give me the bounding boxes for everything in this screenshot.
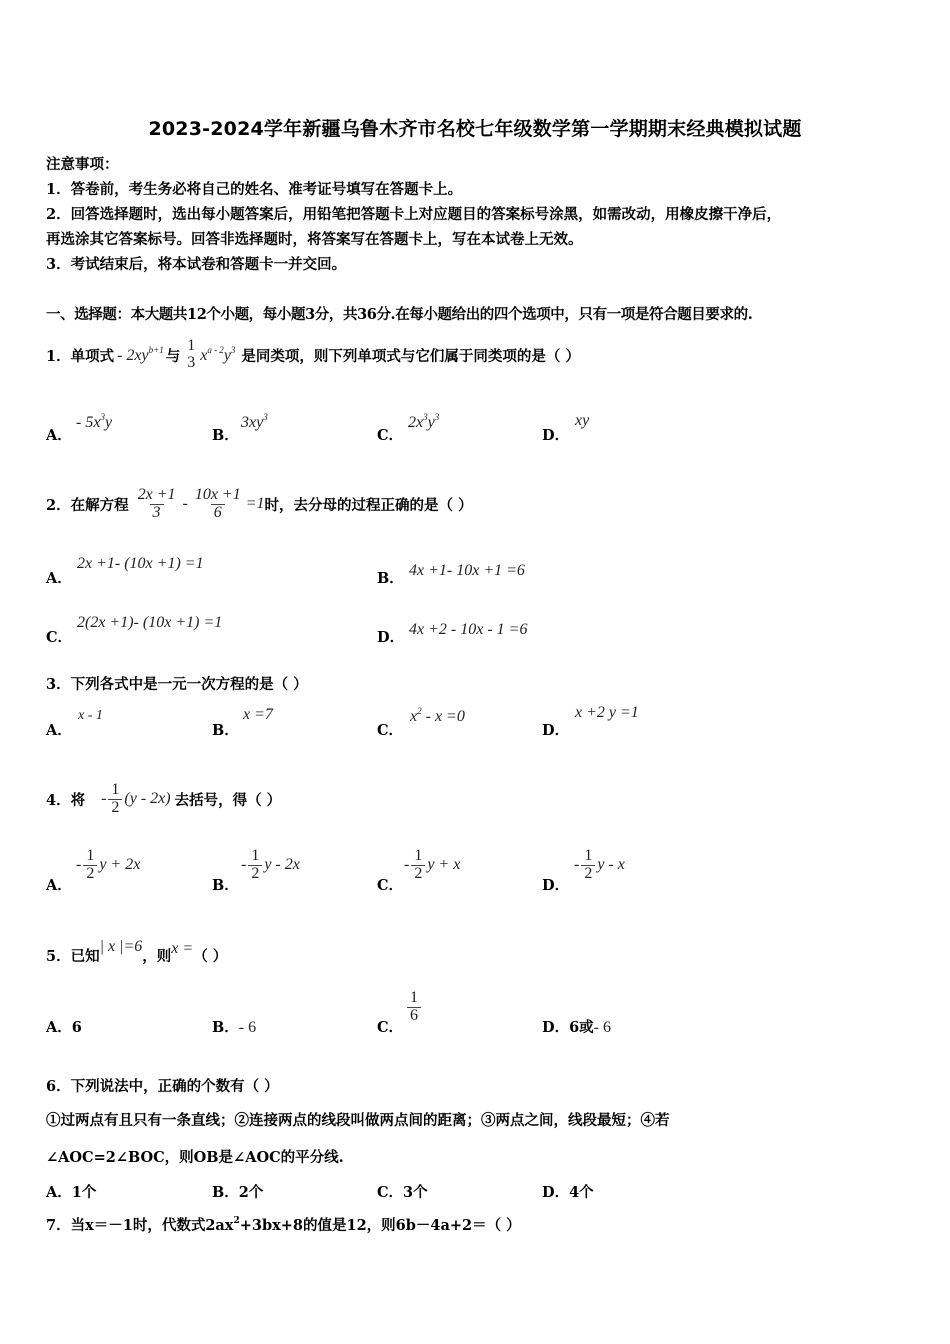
q5-option-c-expr [405, 990, 423, 1025]
q4-b-rest: y - 2x [264, 856, 300, 874]
q6-option-c[interactable]: C．3个 [377, 1184, 428, 1201]
question-7 [46, 1214, 521, 1235]
q1-frac-den: 3 [187, 354, 196, 371]
q1-m2-x: x [200, 347, 208, 364]
q4-prefix: 4．将 [46, 791, 86, 809]
q1-option-a[interactable] [46, 424, 72, 445]
q5-b-label: B． [212, 1019, 239, 1036]
q3-option-c[interactable] [377, 719, 403, 740]
q5-then: ，则 [142, 948, 172, 965]
q1-option-b[interactable] [212, 424, 239, 445]
q3-option-d[interactable] [542, 719, 569, 740]
q2-option-d-expr: 4x +2 - 10x - 1 =6 [409, 621, 528, 638]
q2-prefix: 2．在解方程 [46, 496, 129, 514]
q4-c-sign: - [404, 856, 410, 874]
q5-question-text: （ ） [193, 948, 228, 965]
q4-f-den: 2 [108, 799, 122, 817]
q3-a-label: A． [46, 722, 72, 739]
q4-d-rest: y - x [597, 856, 625, 874]
q4-a-rest: y + 2x [99, 856, 141, 874]
q1-c-sup: 3 [423, 412, 428, 422]
q4-question-text: 去括号，得（ ） [174, 791, 282, 809]
q4-a-den: 2 [83, 865, 97, 883]
q3-option-b[interactable] [212, 719, 239, 740]
q3-option-b-expr: x =7 [243, 706, 273, 723]
q3-b-label: B． [212, 722, 239, 739]
q6-option-a[interactable]: A．1个 [46, 1184, 97, 1201]
q3-c-rest: - x =0 [421, 708, 465, 725]
q4-b-den: 2 [248, 865, 262, 883]
notice-item-2: 2．回答选择题时，选出每小题答案后，用铅笔把答题卡上对应题目的答案标号涂黑，如需改动，用橡皮擦干净后， [46, 206, 782, 223]
q4-option-c[interactable] [377, 874, 403, 895]
q4-c-num: 1 [414, 847, 423, 864]
question-4 [46, 764, 281, 834]
q2-fraction-2 [192, 487, 244, 522]
q1-a-t: y [104, 414, 113, 431]
q4-option-c-expr [404, 848, 460, 883]
q4-option-a-expr [76, 848, 140, 883]
q4-a-num: 1 [86, 847, 95, 864]
q6-statements-line-1: ①过两点有且只有一条直线；②连接两点的线段叫做两点间的距离；③两点之间，线段最短；④若 [46, 1112, 670, 1129]
q2-f1-num: 2x +1 [137, 485, 176, 503]
q7-prefix: 7．当x＝－1时，代数式2ax [46, 1217, 234, 1234]
q3-c-x: x [410, 708, 418, 725]
q2-d-label: D． [377, 629, 405, 646]
q3-d-label: D． [542, 722, 570, 739]
q1-monomial-2 [200, 345, 235, 365]
q1-fraction [184, 338, 198, 372]
q2-f1-den: 3 [150, 504, 164, 522]
section-heading: 一、选择题：本大题共12个小题，每小题3分，共36分.在每小题给出的四个选项中，只有一项是符合题目要求的. [46, 306, 753, 323]
q4-d-label: D． [542, 877, 570, 894]
q1-frac-num: 1 [187, 337, 196, 355]
q1-option-b-expr [241, 412, 268, 432]
q5-d-expr: - 6 [593, 1019, 611, 1036]
q4-fraction [108, 782, 122, 817]
q2-c-label: C． [46, 629, 73, 646]
q5-c-num: 1 [410, 989, 418, 1006]
q4-a-sign: - [76, 856, 82, 874]
q4-b-sign: - [241, 856, 247, 874]
q4-sign: - [101, 790, 107, 807]
q4-c-rest: y + x [427, 856, 461, 874]
q5-option-c[interactable] [377, 1016, 403, 1037]
question-5 [46, 938, 228, 966]
q2-option-a[interactable] [46, 567, 72, 588]
q1-option-d-expr: xy [575, 412, 590, 429]
q4-option-d[interactable] [542, 874, 569, 895]
q5-b-expr: - 6 [238, 1019, 257, 1036]
q4-c-frac [411, 848, 425, 883]
q6-option-d[interactable]: D．4个 [542, 1184, 594, 1201]
q1-d-label: D． [542, 427, 570, 444]
q1-question-text: 是同类项，则下列单项式与它们属于同类项的是（ ） [241, 347, 580, 365]
q2-option-b-expr: 4x +1- 10x +1 =6 [409, 562, 525, 579]
q2-f2-den: 6 [211, 504, 225, 522]
q2-fraction-1 [135, 487, 179, 522]
q3-option-d-expr: x +2 y =1 [575, 704, 639, 721]
q7-question-text: +3bx+8的值是12，则6b－4a+2＝（ ） [239, 1217, 521, 1234]
q4-option-b[interactable] [212, 874, 239, 895]
q5-x-eq: x = [171, 940, 194, 957]
q3-c-label: C． [377, 722, 404, 739]
question-2 [46, 467, 473, 541]
q1-b-label: B． [212, 427, 239, 444]
q2-minus: - [182, 495, 188, 512]
notice-item-3: 3．考试结束后，将本试卷和答题卡一并交回。 [46, 256, 347, 273]
q1-c-m: 2x [408, 414, 424, 431]
q6-option-b[interactable]: B．2个 [212, 1184, 264, 1201]
q2-f2-num: 10x +1 [194, 485, 241, 503]
question-6: 6．下列说法中，正确的个数有（ ） [46, 1078, 279, 1095]
q2-option-a-expr: 2x +1- (10x +1) =1 [77, 555, 204, 572]
q1-b-sup: 3 [263, 412, 268, 422]
q4-a-frac [83, 848, 97, 883]
q4-c-den: 2 [411, 865, 425, 883]
q1-a-sup: 3 [100, 412, 105, 422]
q3-option-a-expr: x - 1 [78, 708, 103, 723]
q4-b-frac [248, 848, 262, 883]
q5-option-d[interactable] [542, 1016, 611, 1037]
q1-a-label: A． [46, 427, 72, 444]
q4-option-b-expr [241, 848, 300, 883]
q1-option-a-expr [76, 412, 112, 432]
question-1 [46, 327, 580, 383]
q6-statements-line-2: ∠AOC=2∠BOC，则OB是∠AOC的平分线. [46, 1149, 344, 1166]
q4-d-num: 1 [584, 847, 593, 864]
q2-option-d[interactable] [377, 626, 404, 647]
notice-item-2-cont: 再选涂其它答案标号。回答非选择题时，将答案写在答题卡上，写在本试卷上无效。 [46, 231, 583, 248]
q1-and: 与 [165, 347, 181, 365]
q4-option-d-expr [574, 848, 625, 883]
q5-option-a[interactable]: A．6 [46, 1019, 82, 1036]
q4-option-a[interactable] [46, 874, 72, 895]
notice-heading: 注意事项： [46, 156, 119, 173]
q5-prefix: 5．已知 [46, 948, 100, 965]
q2-b-label: B． [377, 570, 404, 587]
q1-option-c[interactable] [377, 424, 403, 445]
q4-d-frac [581, 848, 595, 883]
q1-b-m: 3xy [241, 414, 264, 431]
q4-c-label: C． [377, 877, 404, 894]
q1-m1-exp: b+1 [148, 345, 164, 355]
q3-option-a[interactable] [46, 719, 72, 740]
q5-c-den: 6 [407, 1007, 421, 1025]
q1-c-t: y [427, 414, 435, 431]
q2-option-c-expr: 2(2x +1)- (10x +1) =1 [77, 614, 223, 631]
q1-prefix: 1．单项式 [46, 347, 115, 365]
q1-monomial-1 [117, 345, 164, 365]
q3-option-c-expr [410, 706, 465, 726]
q1-m2-xexp: a - 2 [207, 345, 224, 355]
q1-c-sup2: 3 [434, 412, 440, 422]
q2-option-c[interactable] [46, 626, 72, 647]
q4-b-num: 1 [251, 847, 260, 864]
q7-exp: 2 [233, 1216, 240, 1226]
q4-f-num: 1 [111, 780, 120, 798]
q4-d-den: 2 [581, 865, 595, 883]
q1-a-m: - 5x [76, 414, 101, 431]
q1-option-c-expr [408, 412, 439, 432]
q5-c-frac [407, 990, 421, 1025]
q5-abs-expr: | x |=6 [99, 938, 143, 955]
q2-option-b[interactable] [377, 567, 404, 588]
q1-m2-yexp: 3 [230, 345, 236, 355]
q5-d-label: D．6或 [542, 1019, 594, 1036]
q4-b-label: B． [212, 877, 239, 894]
q1-c-label: C． [377, 427, 404, 444]
q3-c-sup: 2 [417, 706, 422, 716]
q1-option-d[interactable] [542, 424, 569, 445]
question-3: 3．下列各式中是一元一次方程的是（ ） [46, 676, 308, 693]
q2-question-text: 时，去分母的过程正确的是（ ） [264, 496, 473, 514]
notice-item-1: 1．答卷前，考生务必将自己的姓名、准考证号填写在答题卡上。 [46, 181, 463, 198]
q5-option-b[interactable] [212, 1016, 256, 1037]
q5-c-label: C． [377, 1019, 404, 1036]
q2-equals: =1 [245, 495, 265, 512]
q2-a-label: A． [46, 570, 72, 587]
q4-d-sign: - [574, 856, 580, 874]
q1-m2-y: y [223, 347, 231, 364]
q1-m1-base: - 2xy [117, 347, 149, 364]
q4-a-label: A． [46, 877, 72, 894]
q4-paren: (y - 2x) [124, 790, 171, 807]
page-title: 2023-2024学年新疆乌鲁木齐市名校七年级数学第一学期期末经典模拟试题 [148, 118, 802, 140]
